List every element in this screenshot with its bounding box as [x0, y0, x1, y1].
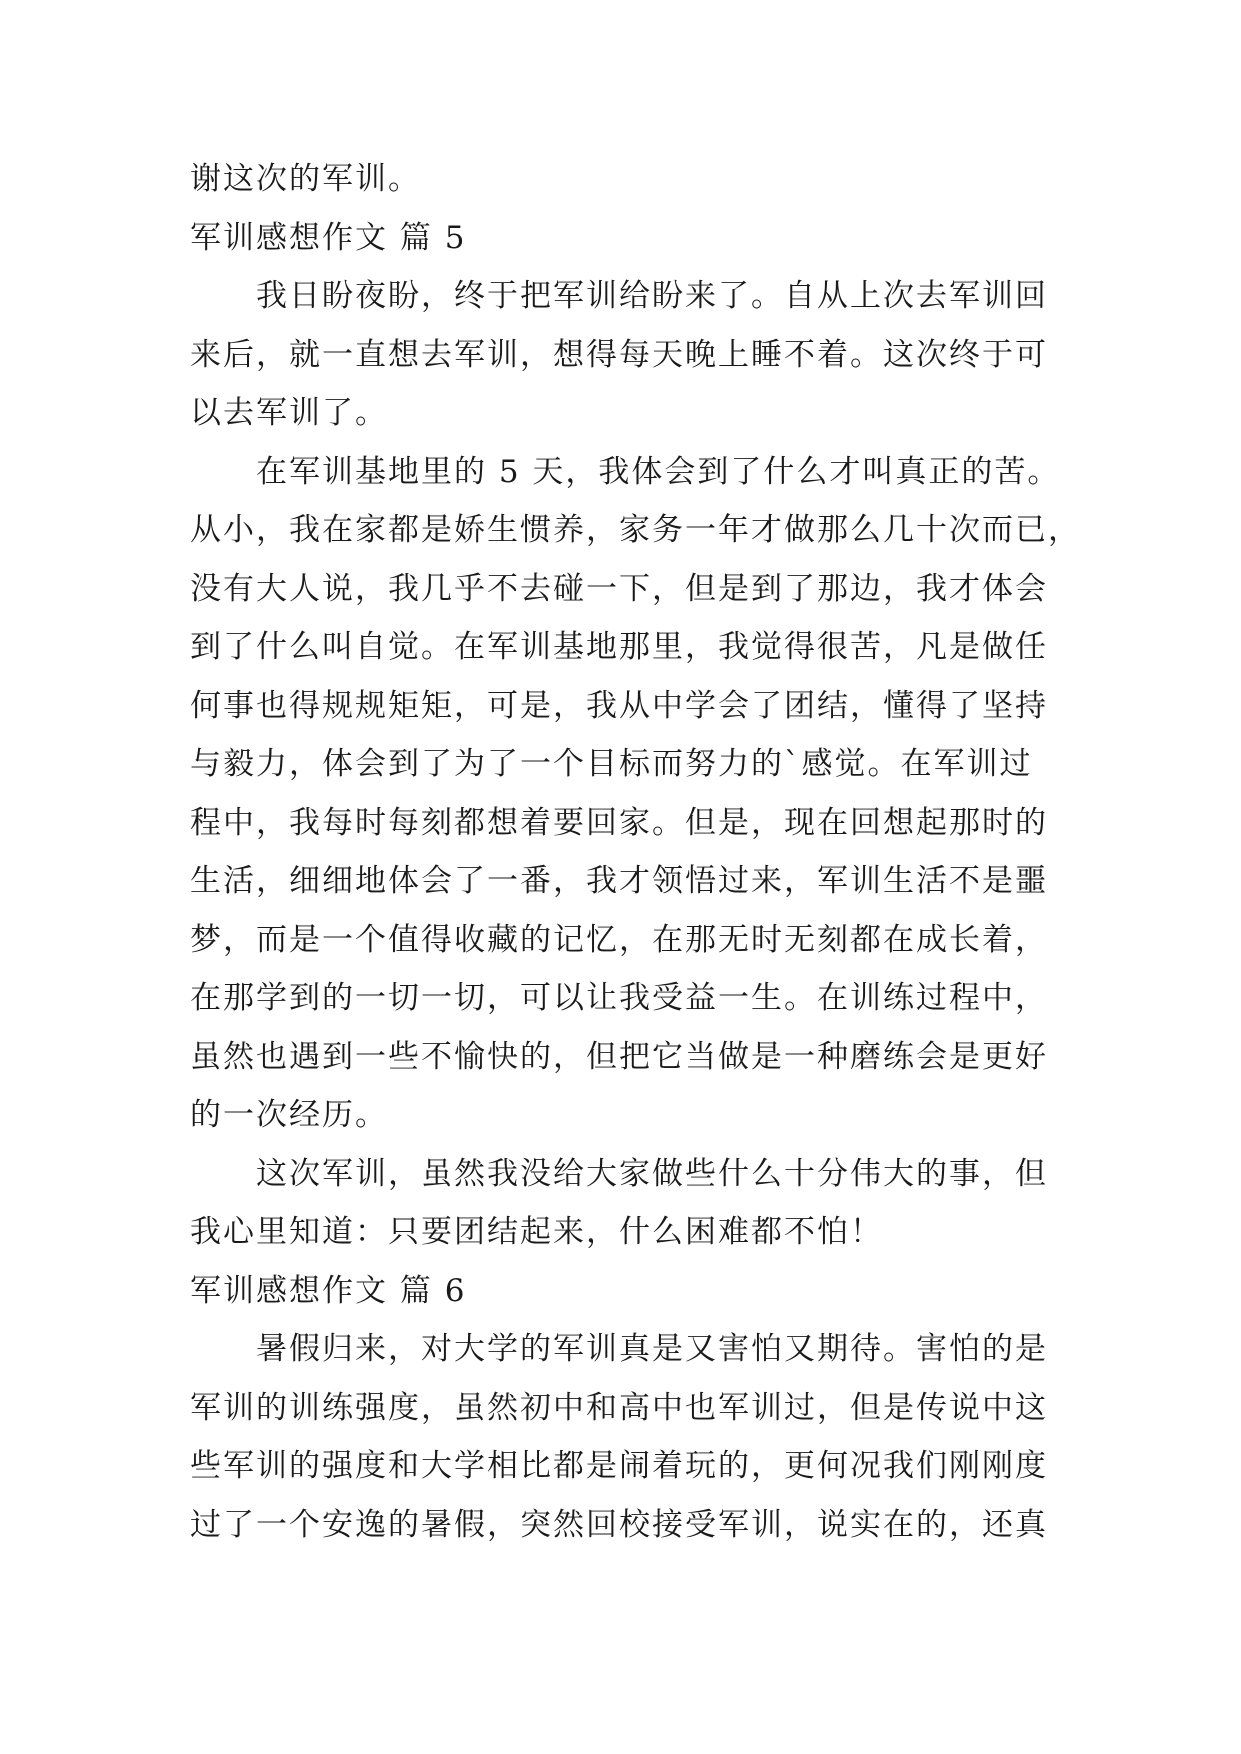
text-line: 这次军训，虽然我没给大家做些什么十分伟大的事，但: [256, 1155, 1048, 1192]
text-line: 暑假归来，对大学的军训真是又害怕又期待。害怕的是: [256, 1331, 1048, 1367]
text-line: 些军训的强度和大学相比都是闹着玩的，更何况我们刚刚度: [190, 1448, 1048, 1484]
text-line: 在军训基地里的 5 天，我体会到了什么才叫真正的苦。: [256, 453, 1061, 490]
text-line: 生活，细细地体会了一番，我才领悟过来，军训生活不是噩: [190, 863, 1048, 899]
text-line: 到了什么叫自觉。在军训基地那里，我觉得很苦，凡是做任: [190, 629, 1048, 665]
text-line: 梦，而是一个值得收藏的记忆，在那无时无刻都在成长着，: [190, 921, 1048, 958]
text-line: 没有大人说，我几乎不去碰一下，但是到了那边，我才体会: [190, 570, 1048, 607]
text-line: 谢这次的军训。: [190, 161, 421, 197]
text-line: 来后，就一直想去军训，想得每天晚上睡不着。这次终于可: [190, 336, 1048, 373]
text-line: 我心里知道：只要团结起来，什么困难都不怕！: [190, 1214, 883, 1250]
text-line: 军训的训练强度，虽然初中和高中也军训过，但是传说中这: [190, 1389, 1048, 1426]
text-line: 我日盼夜盼，终于把军训给盼来了。自从上次去军训回: [256, 278, 1048, 314]
text-line: 程中，我每时每刻都想着要回家。但是，现在回想起那时的: [190, 804, 1048, 841]
section-heading: 军训感想作文 篇 6: [190, 1272, 467, 1309]
document-body: [190, 150, 1081, 1554]
text-line: 与毅力，体会到了为了一个目标而努力的`感觉。在军训过: [190, 746, 1033, 782]
text-line: 的一次经历。: [190, 1097, 388, 1133]
section-heading: 军训感想作文 篇 5: [190, 219, 467, 256]
text-line: 从小，我在家都是娇生惯养，家务一年才做那么几十次而已，: [190, 512, 1081, 548]
text-line: 在那学到的一切一切，可以让我受益一生。在训练过程中，: [190, 980, 1048, 1016]
text-line: 虽然也遇到一些不愉快的，但把它当做是一种磨练会是更好: [190, 1038, 1048, 1075]
text-line: 何事也得规规矩矩，可是，我从中学会了团结，懂得了坚持: [190, 687, 1048, 724]
text-line: 过了一个安逸的暑假，突然回校接受军训，说实在的，还真: [190, 1506, 1048, 1543]
text-line: 以去军训了。: [190, 395, 388, 431]
